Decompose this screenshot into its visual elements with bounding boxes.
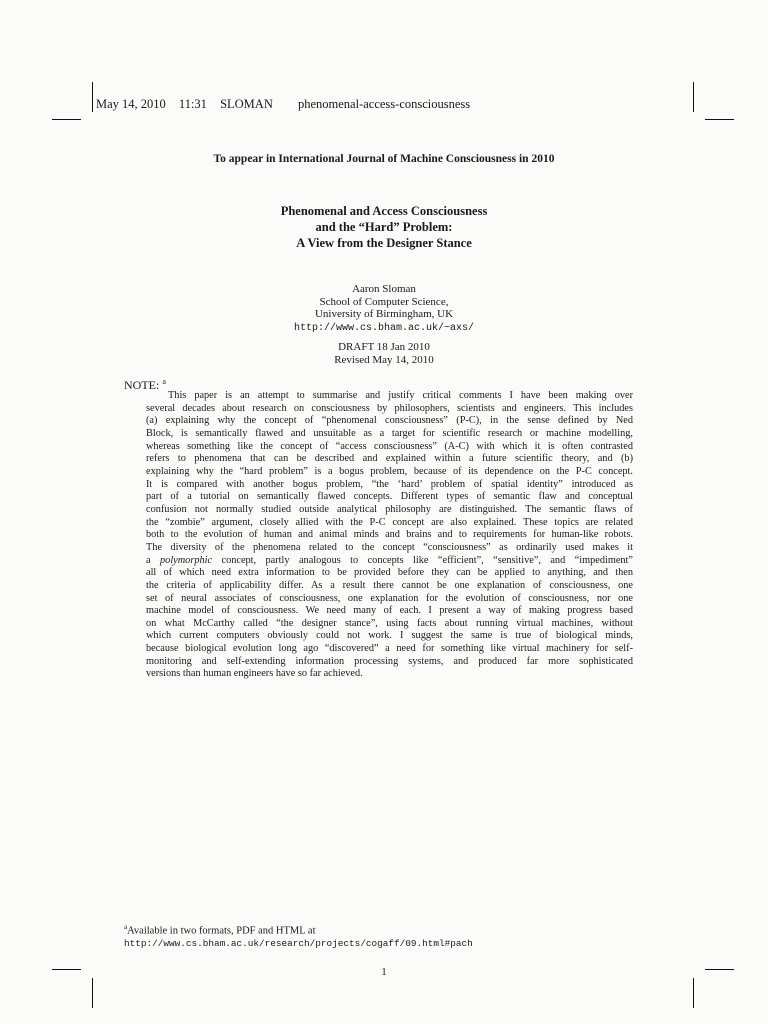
crop-mark xyxy=(693,82,694,112)
crop-mark xyxy=(693,978,694,1008)
author-url[interactable]: http://www.cs.bham.ac.uk/~axs/ xyxy=(293,322,475,334)
author-name: Aaron Sloman xyxy=(352,283,416,295)
footnote-marker: a xyxy=(124,923,128,931)
running-head-tag: phenomenal-access-consciousness xyxy=(297,97,471,111)
abstract-line: confusion not normally studied outside analytical philosophy are distinguished. The semantic flaws of xyxy=(146,503,633,515)
abstract-line: several decades about research on consciousness by philosophers, scientists and engineers. This includes xyxy=(146,402,633,414)
paper-title xyxy=(0,203,768,251)
running-head xyxy=(96,97,480,112)
title-line: and the “Hard” Problem: xyxy=(315,220,453,234)
abstract-line: refers to phenomena that can be described and explained within a future scientific theory, and (b) xyxy=(146,453,633,465)
author-affiliation: University of Birmingham, UK xyxy=(314,308,454,320)
abstract-line: which current computers obviously could not work. I suggest the same is true of biological minds, xyxy=(146,630,633,642)
title-line: A View from the Designer Stance xyxy=(296,236,472,250)
running-head-time: 11:31 xyxy=(178,97,207,111)
abstract-line: whereas something like the concept of “access consciousness” (A-C) with which it is often contrasted xyxy=(146,440,633,452)
footnote-text: Available in two formats, PDF and HTML at xyxy=(127,925,316,937)
title-line: Phenomenal and Access Consciousness xyxy=(280,204,488,218)
abstract-line: The diversity of the phenomena related to the concept “consciousness” as ordinarily used makes it xyxy=(146,541,633,553)
crop-mark xyxy=(92,82,93,112)
abstract-line: part of a tutorial on semantically flawed concepts. Different types of semantic flaw and conceptual xyxy=(146,491,633,503)
crop-mark xyxy=(92,978,93,1008)
abstract xyxy=(146,390,633,681)
running-head-date: May 14, 2010 xyxy=(96,97,166,111)
author-affiliation: School of Computer Science, xyxy=(319,295,449,308)
crop-mark xyxy=(52,119,81,120)
abstract-line: set of neural associates of consciousness, one explanation for the evolution of consciousness, nor one xyxy=(146,592,633,604)
note-label-text: NOTE: xyxy=(124,378,160,392)
abstract-line: versions than human engineers have so far achieved. xyxy=(146,668,363,680)
abstract-line: It is compared with another bogus problem, “the ‘hard’ problem of spatial identity” introduced as xyxy=(146,478,633,490)
author-block xyxy=(0,283,768,366)
abstract-line: on what McCarthy called “the designer stance”, using facts about running virtual machines, without xyxy=(146,617,633,629)
abstract-line: because biological evolution long ago “discovered” a need for something like virtual machinery for self- xyxy=(146,643,633,655)
revised-date: Revised May 14, 2010 xyxy=(334,353,434,366)
abstract-line: machine model of consciousness. We need many of each. I present a way of making progress based xyxy=(146,605,633,617)
abstract-line: both to the evolution of human and animal minds and brains and to requirements for human-like robots. xyxy=(146,529,633,541)
footnote xyxy=(124,921,473,951)
abstract-line: the “zombie” argument, closely allied with the P-C concept are also explained. These topics are related xyxy=(146,516,633,528)
footnote-url[interactable]: http://www.cs.bham.ac.uk/research/projects/cogaff/09.html#pach xyxy=(124,938,473,949)
crop-mark xyxy=(705,119,734,120)
running-head-author: SLOMAN xyxy=(220,97,273,111)
page-number: 1 xyxy=(381,966,387,978)
abstract-line: explaining why the “hard problem” is a bogus problem, because of its dependence on the P-C concept. xyxy=(146,465,633,477)
abstract-line: the criteria of applicability differ. As a result there cannot be one explanation of consciousness, one xyxy=(146,579,633,591)
abstract-line: monitoring and self-extending information processing systems, and produced far more sophisticated xyxy=(146,655,633,667)
publication-notice: To appear in International Journal of Machine Consciousness in 2010 xyxy=(213,153,555,165)
abstract-line: (a) explaining why the concept of “phenomenal consciousness” (P-C), in the sense defined by Ned xyxy=(146,415,633,427)
abstract-line: all of which need extra information to be provided before they can be applied to anything, and then xyxy=(146,567,633,579)
draft-date: DRAFT 18 Jan 2010 xyxy=(338,341,430,353)
note-marker: a xyxy=(162,377,166,386)
abstract-line: Block, is semantically flawed and unsuitable as a target for scientific research or machine modelling, xyxy=(146,427,633,439)
abstract-line: a polymorphic concept, partly analogous to concepts like “efficient”, “sensitive”, and “impediment” xyxy=(146,554,633,566)
abstract-line: This paper is an attempt to summarise and justify critical comments I have been making over xyxy=(168,390,633,401)
